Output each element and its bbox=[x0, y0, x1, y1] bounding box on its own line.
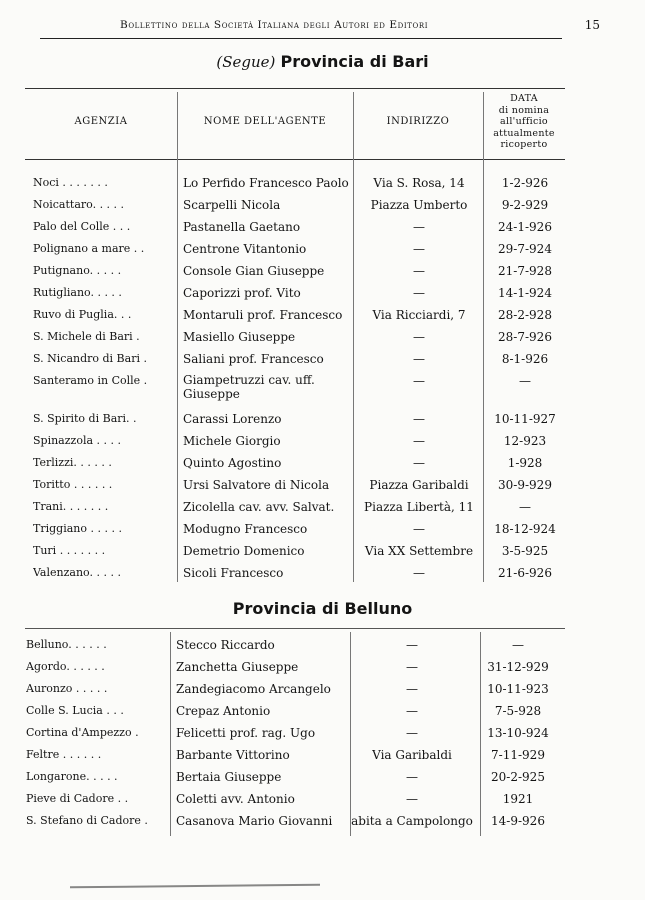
date-cell: 14-1-924 bbox=[498, 286, 552, 300]
address-cell: — bbox=[413, 242, 425, 256]
agency-cell: Polignano a mare . . bbox=[33, 242, 145, 255]
address-cell: — bbox=[406, 792, 418, 806]
address-cell: Via Garibaldi bbox=[372, 748, 452, 762]
date-cell: 10-11-927 bbox=[494, 412, 556, 426]
date-cell: — bbox=[519, 374, 531, 388]
page-number: 15 bbox=[584, 18, 600, 32]
agent-name-cell: Caporizzi prof. Vito bbox=[183, 286, 301, 300]
agent-name-cell: Zicolella cav. avv. Salvat. bbox=[183, 500, 335, 514]
table-row bbox=[18, 700, 558, 722]
table-row bbox=[18, 656, 558, 678]
table-row bbox=[25, 408, 565, 430]
table-row bbox=[25, 562, 565, 584]
address-cell: — bbox=[413, 522, 425, 536]
table-row bbox=[25, 194, 565, 216]
agent-name-cell: Giampetruzzi cav. uff. Giuseppe bbox=[183, 373, 315, 401]
address-cell: Via Ricciardi, 7 bbox=[372, 308, 466, 322]
date-cell: 28-2-928 bbox=[498, 308, 552, 322]
address-cell: — bbox=[413, 264, 425, 278]
agent-name-cell: Console Gian Giuseppe bbox=[183, 264, 325, 278]
agent-name-cell: Pastanella Gaetano bbox=[183, 220, 301, 234]
table-row bbox=[18, 634, 558, 656]
header-agency: AGENZIA bbox=[74, 116, 128, 127]
agency-cell: Palo del Colle . . . bbox=[33, 220, 131, 233]
province-title-bari: Provincia di Bari bbox=[280, 52, 429, 71]
table-row bbox=[25, 430, 565, 452]
address-cell: — bbox=[413, 220, 425, 234]
date-cell: 7-11-929 bbox=[491, 748, 545, 762]
address-cell: — bbox=[406, 682, 418, 696]
scan-smudge bbox=[70, 884, 320, 889]
date-cell: 8-1-926 bbox=[501, 352, 549, 366]
address-cell: — bbox=[406, 704, 418, 718]
agency-cell: Agordo. . . . . . bbox=[26, 660, 105, 673]
address-cell: — bbox=[413, 566, 425, 580]
agent-name-cell: Saliani prof. Francesco bbox=[183, 352, 324, 366]
agent-name-cell: Coletti avv. Antonio bbox=[176, 792, 295, 806]
agency-cell: Pieve di Cadore . . bbox=[26, 792, 129, 805]
date-cell: — bbox=[512, 638, 524, 652]
agent-name-cell: Quinto Agostino bbox=[183, 456, 282, 470]
agent-name-cell: Carassi Lorenzo bbox=[183, 412, 282, 426]
agent-name-cell: Demetrio Domenico bbox=[183, 544, 305, 558]
table-row bbox=[18, 810, 558, 832]
header-date-line: attualmente bbox=[493, 127, 555, 139]
table-row bbox=[25, 348, 565, 370]
agency-cell: S. Spirito di Bari. . bbox=[33, 412, 137, 425]
table-row bbox=[25, 370, 565, 401]
address-cell: — bbox=[406, 770, 418, 784]
agent-name-cell: Felicetti prof. rag. Ugo bbox=[176, 726, 316, 740]
agency-cell: Ruvo di Puglia. . . bbox=[33, 308, 132, 321]
agency-cell: S. Michele di Bari . bbox=[33, 330, 140, 343]
address-cell: — bbox=[406, 660, 418, 674]
date-cell: 14-9-926 bbox=[491, 814, 545, 828]
header-date-line: ricoperto bbox=[500, 139, 548, 150]
table-row bbox=[18, 722, 558, 744]
header-address: INDIRIZZO bbox=[386, 116, 450, 127]
agent-name-cell: Masiello Giuseppe bbox=[183, 330, 296, 344]
agent-name-cell: Sicoli Francesco bbox=[183, 566, 284, 580]
table-header bbox=[25, 88, 565, 160]
agency-cell: Noci . . . . . . . bbox=[33, 176, 108, 189]
date-cell: 24-1-926 bbox=[498, 220, 552, 234]
address-cell: — bbox=[413, 374, 425, 388]
address-cell: — bbox=[413, 286, 425, 300]
agency-cell: Spinazzola . . . . bbox=[33, 434, 121, 447]
header-date bbox=[483, 93, 565, 151]
agency-cell: S. Stefano di Cadore . bbox=[26, 814, 148, 827]
date-cell: 1-928 bbox=[507, 456, 543, 470]
date-cell: 21-6-926 bbox=[498, 566, 552, 580]
address-cell: — bbox=[413, 456, 425, 470]
agent-name-cell: Modugno Francesco bbox=[183, 522, 308, 536]
date-cell: 3-5-925 bbox=[501, 544, 549, 558]
agent-name-cell: Barbante Vittorino bbox=[176, 748, 290, 762]
table-row bbox=[25, 326, 565, 348]
table-row bbox=[18, 788, 558, 810]
date-cell: 10-11-923 bbox=[487, 682, 549, 696]
table-row bbox=[25, 540, 565, 562]
address-cell: — bbox=[406, 726, 418, 740]
agent-name-cell: Ursi Salvatore di Nicola bbox=[183, 478, 330, 492]
agent-name-cell: Scarpelli Nicola bbox=[183, 198, 281, 212]
address-cell: Via S. Rosa, 14 bbox=[373, 176, 465, 190]
agency-cell: Putignano. . . . . bbox=[33, 264, 122, 277]
agency-cell: Auronzo . . . . . bbox=[26, 682, 108, 695]
date-cell: 28-7-926 bbox=[498, 330, 552, 344]
agent-name-cell: Lo Perfido Francesco Paolo bbox=[183, 176, 349, 190]
address-cell: Piazza Garibaldi bbox=[369, 478, 469, 492]
table-row bbox=[18, 678, 558, 700]
table-row bbox=[18, 744, 558, 766]
header-date-line: di nomina bbox=[498, 104, 550, 116]
segue-label: (Segue) bbox=[216, 53, 276, 71]
agent-name-cell: Montaruli prof. Francesco bbox=[183, 308, 343, 322]
agency-cell: Valenzano. . . . . bbox=[33, 566, 121, 579]
table-row bbox=[25, 216, 565, 238]
table-row bbox=[25, 452, 565, 474]
agency-cell: Trani. . . . . . . bbox=[33, 500, 109, 513]
date-cell: 13-10-924 bbox=[487, 726, 549, 740]
table-row bbox=[25, 496, 565, 518]
table-row bbox=[25, 474, 565, 496]
address-cell: — bbox=[413, 434, 425, 448]
agency-cell: Feltre . . . . . . bbox=[26, 748, 102, 761]
date-cell: 1-2-926 bbox=[501, 176, 549, 190]
running-title: Bollettino della Società Italiana degli Autori ed Editori bbox=[120, 19, 429, 31]
agency-cell: Colle S. Lucia . . . bbox=[26, 704, 124, 717]
agency-cell: Belluno. . . . . . bbox=[26, 638, 107, 651]
agent-name-cell: Zanchetta Giuseppe bbox=[176, 660, 299, 674]
agency-cell: S. Nicandro di Bari . bbox=[33, 352, 147, 365]
agency-cell: Rutigliano. . . . . bbox=[33, 286, 122, 299]
date-cell: 7-5-928 bbox=[494, 704, 542, 718]
agency-cell: Longarone. . . . . bbox=[26, 770, 118, 783]
table-row bbox=[25, 172, 565, 194]
agent-name-cell: Centrone Vitantonio bbox=[183, 242, 307, 256]
agency-cell: Turi . . . . . . . bbox=[33, 544, 106, 557]
agent-name-cell: Michele Giorgio bbox=[183, 434, 281, 448]
agent-name-cell: Zandegiacomo Arcangelo bbox=[176, 682, 331, 696]
address-cell: — bbox=[413, 412, 425, 426]
table-row bbox=[25, 238, 565, 260]
header-date-line: all'ufficio bbox=[500, 116, 548, 127]
table-row bbox=[25, 518, 565, 540]
agent-name-cell: Crepaz Antonio bbox=[176, 704, 271, 718]
table-row bbox=[25, 282, 565, 304]
date-cell: 29-7-924 bbox=[498, 242, 552, 256]
agent-name-cell: Bertaia Giuseppe bbox=[176, 770, 282, 784]
section-title-bari bbox=[0, 52, 645, 71]
date-cell: 21-7-928 bbox=[498, 264, 552, 278]
date-cell: 9-2-929 bbox=[501, 198, 549, 212]
date-cell: 18-12-924 bbox=[494, 522, 556, 536]
agent-name-cell: Casanova Mario Giovanni bbox=[176, 814, 333, 828]
address-cell: — bbox=[413, 352, 425, 366]
address-cell: — bbox=[406, 638, 418, 652]
table-row bbox=[25, 304, 565, 326]
province-title-belluno: Provincia di Belluno bbox=[232, 599, 413, 618]
address-cell: Piazza Umberto bbox=[370, 198, 468, 212]
table-row bbox=[18, 766, 558, 788]
address-cell: Via XX Settembre bbox=[364, 544, 474, 558]
agency-cell: Toritto . . . . . . bbox=[33, 478, 113, 491]
address-cell: Piazza Libertà, 11 bbox=[364, 500, 474, 514]
belluno-top-rule bbox=[25, 628, 565, 629]
agent-name-cell: Stecco Riccardo bbox=[176, 638, 275, 652]
agency-cell: Santeramo in Colle . bbox=[33, 374, 148, 387]
date-cell: — bbox=[519, 500, 531, 514]
agency-cell: Triggiano . . . . . bbox=[33, 522, 122, 535]
header-date-line: DATA bbox=[510, 93, 538, 104]
date-cell: 12-923 bbox=[503, 434, 547, 448]
header-agent: NOME DELL'AGENTE bbox=[203, 116, 327, 127]
table-row bbox=[25, 260, 565, 282]
section-title-belluno bbox=[0, 599, 645, 618]
date-cell: 20-2-925 bbox=[491, 770, 545, 784]
agency-cell: Noicattaro. . . . . bbox=[33, 198, 125, 211]
address-cell: — bbox=[413, 330, 425, 344]
header-rule bbox=[40, 38, 562, 39]
agency-cell: Cortina d'Ampezzo . bbox=[26, 726, 139, 739]
address-cell: abita a Campolongo bbox=[351, 814, 473, 828]
date-cell: 31-12-929 bbox=[487, 660, 549, 674]
agency-cell: Terlizzi. . . . . . bbox=[33, 456, 112, 469]
date-cell: 1921 bbox=[502, 792, 534, 806]
running-header bbox=[40, 18, 600, 38]
date-cell: 30-9-929 bbox=[498, 478, 552, 492]
